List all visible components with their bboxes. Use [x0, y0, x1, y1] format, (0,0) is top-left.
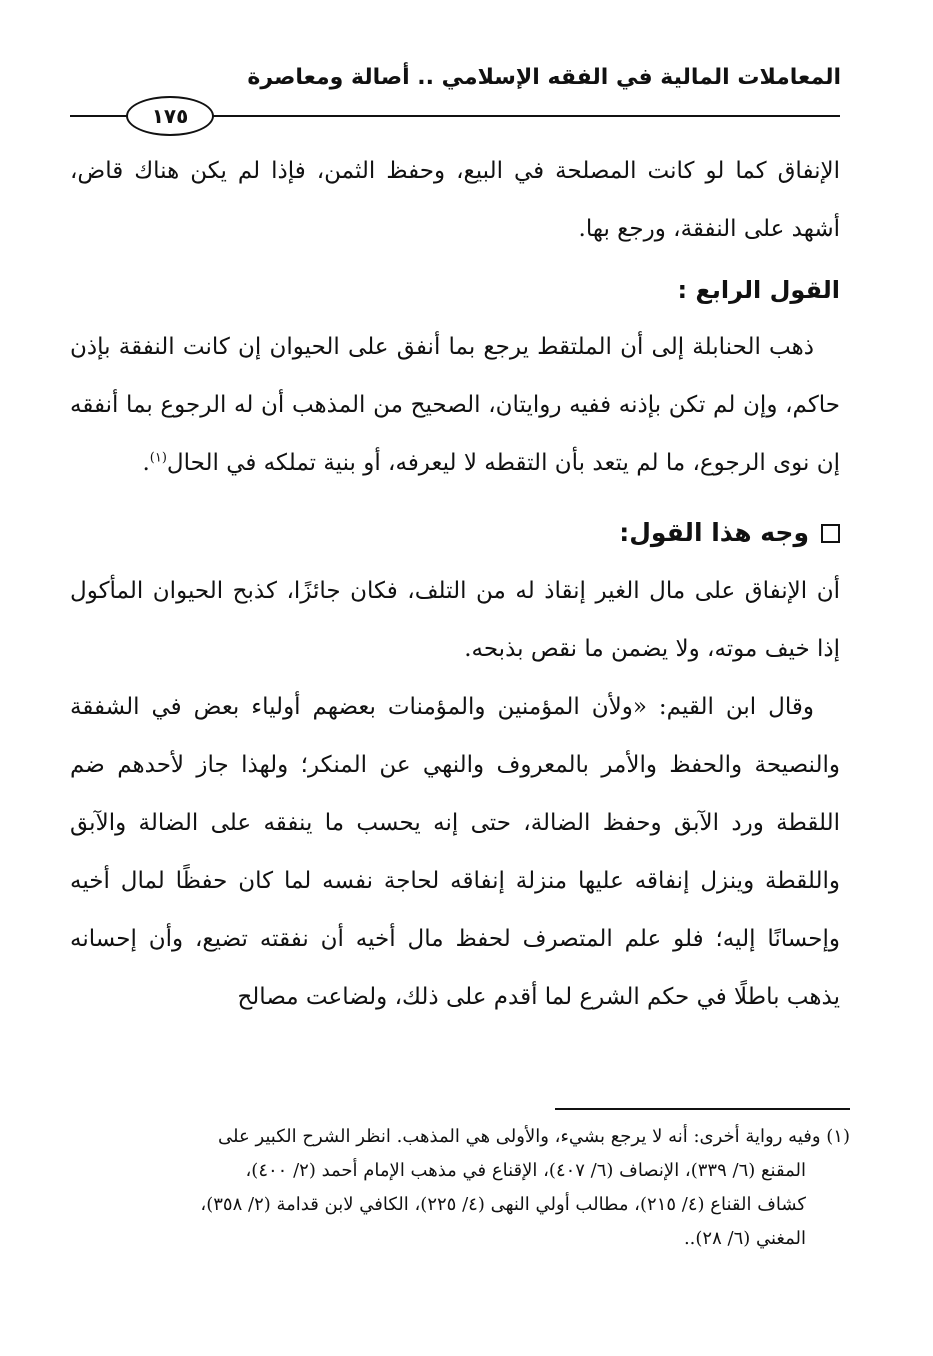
body-text	[70, 142, 840, 1026]
footnote-ref-1[interactable]: (١)	[149, 450, 167, 466]
footnotes	[70, 1120, 850, 1256]
checkbox-icon	[821, 524, 840, 543]
footnote-line-4: المغني (٦/ ٢٨)..	[683, 1228, 806, 1249]
footnote-line-1: (١) وفيه رواية أخرى: أنه لا يرجع بشيء، والأولى هي المذهب. انظر الشرح الكبير على	[218, 1126, 850, 1147]
section-heading-rationale-text: وجه هذا القول:	[619, 518, 809, 547]
page-number: ١٧٥	[151, 104, 189, 128]
paragraph-1: الإنفاق كما لو كانت المصلحة في البيع، وحفظ الثمن، فإذا لم يكن هناك قاض، أشهد على النفقة، ورجع بها.	[70, 158, 840, 242]
section-heading-fourth-opinion: القول الرابع :	[677, 276, 840, 304]
paragraph-2-text: ذهب الحنابلة إلى أن الملتقط يرجع بما أنفق على الحيوان إن كانت النفقة بإذن حاكم، وإن لم تكن بإذنه ففيه روايتان، الصحيح من المذهب أن له الرجوع بما أنفقه إن نوى الرجوع، ما لم يتعد بأن التقطه لا ليعرفه، أو بنية تملكه في الحال	[70, 334, 840, 476]
footnote-line-2: المقنع (٦/ ٣٣٩)، الإنصاف (٦/ ٤٠٧)، الإقناع في مذهب الإمام أحمد (٢/ ٤٠٠)،	[245, 1160, 806, 1181]
footnote-line-3: كشاف القناع (٤/ ٢١٥)، مطالب أولي النهى (٤/ ٢٢٥)، الكافي لابن قدامة (٢/ ٣٥٨)،	[200, 1194, 806, 1215]
paragraph-4: وقال ابن القيم: «ولأن المؤمنين والمؤمنات بعضهم أولياء بعض في الشفقة والنصيحة والحفظ والأمر بالمعروف والنهي عن المنكر؛ ولهذا جاز لأحدهم ضم اللقطة ورد الآبق وحفظ الضالة، حتى إنه يحسب ما ينفقه على الضالة والآبق واللقطة وينزل إنفاقه عليها منزلة إنفاقه لحاجة نفسه لما كان حفظًا لمال أخيه وإحسانًا إليه؛ فلو علم المتصرف لحفظ مال أخيه أن نفقته تضيع، وأن إحسانه يذهب باطلًا في حكم الشرع لما أقدم على ذلك، ولضاعت مصالح	[70, 694, 840, 1010]
page-number-badge	[126, 96, 214, 136]
paragraph-3: أن الإنفاق على مال الغير إنقاذ له من التلف، فكان جائزًا، كذبح الحيوان المأكول إذا خيف موته، ولا يضمن ما نقص بذبحه.	[70, 578, 840, 662]
paragraph-2	[70, 318, 840, 492]
running-title: المعاملات المالية في الفقه الإسلامي .. أصالة ومعاصرة	[247, 65, 841, 90]
section-heading-rationale	[70, 504, 840, 562]
footnote-rule	[555, 1108, 850, 1110]
paragraph-2-end: .	[142, 450, 150, 476]
